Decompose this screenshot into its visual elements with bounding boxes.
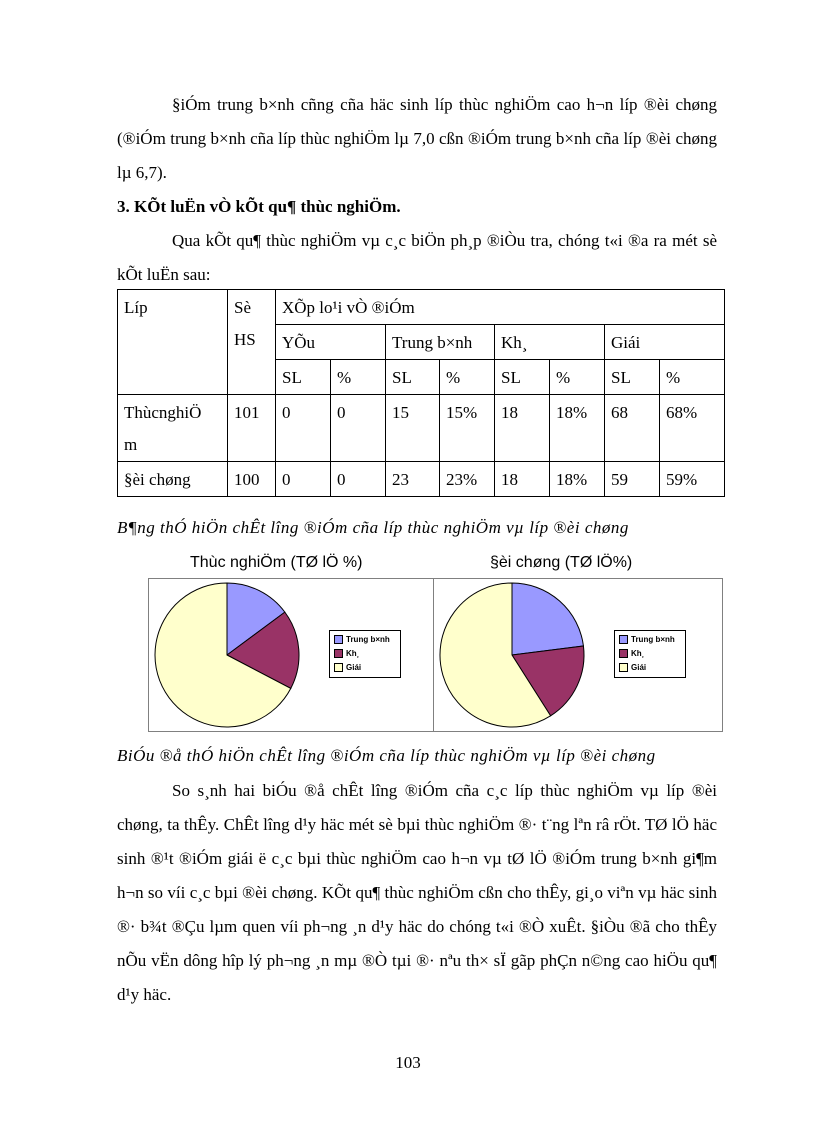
legend-item: Trung b×nh [334,635,390,645]
legend-swatch-icon [619,635,628,644]
paragraph-intro: Qua kÕt qu¶ thùc nghiÖm vµ c¸c biÖn ph¸p ®iÒu tra, chóng t«i ®a ra mét sè kÕt luËn sau: [117,231,717,284]
legend-swatch-icon [619,663,628,672]
table-row [118,395,725,462]
pie-chart-experimental [148,578,438,732]
header-grade: Trung b×nh [386,325,495,360]
chart-title-experimental: Thùc nghiÖm (TØ lÖ %) [190,554,363,571]
cell: 18% [550,395,605,462]
sub-header: % [440,360,495,395]
header-grade: Giái [605,325,725,360]
cell: 15 [386,395,440,462]
cell: 23% [440,462,495,497]
legend-swatch-icon [334,635,343,644]
chart-title-control: §èi chøng (TØ lÖ%) [490,554,633,571]
chart-legend [614,630,686,678]
legend-item: Giái [334,663,361,673]
chart-caption: BiÓu ®å thÓ hiÖn chÊt lîng ®iÓm cña líp thùc nghiÖm vµ líp ®èi chøng [117,746,656,765]
row-label: §èi chøng [118,462,228,497]
cell: 59 [605,462,660,497]
sub-header: SL [276,360,331,395]
sub-header: SL [605,360,660,395]
legend-swatch-icon [619,649,628,658]
cell: 68% [660,395,725,462]
table-row [118,462,725,497]
cell: 18 [495,395,550,462]
paragraph-conclusion: So s¸nh hai biÓu ®å chÊt lîng ®iÓm cña c¸c líp thùc nghiÖm vµ líp ®èi chøng, ta thÊy. ChÊt lîng d¹y häc mét sè bµi thùc nghiÖm ®· t¨ng lªn râ rÖt. TØ lÖ häc sinh ®¹t ®iÓm giái ë c¸c bµi thùc nghiÖm cao h¬n vµ tØ lÖ ®iÓm trung b×nh gi¶m h¬n so víi c¸c bµi ®èi chøng. KÕt qu¶ thùc nghiÖm cßn cho thÊy, gi¸o viªn vµ häc sinh ®· b¾t ®Çu lµm quen víi ph¬ng ¸n d¹y häc do chóng t«i ®Ò xuÊt. §iÒu ®ã cho thÊy nÕu vËn dông hîp lý ph¬ng ¸n mµ ®Ò tµi ®· nªu th× sÏ gãp phÇn n©ng cao hiÖu qu¶ d¹y häc. [117,781,717,1004]
cell: 18 [495,462,550,497]
header-grade: YÕu [276,325,386,360]
row-label: ThùcnghiÖ m [118,395,228,462]
chart-legend [329,630,401,678]
results-table [117,289,725,497]
legend-swatch-icon [334,663,343,672]
header-xep-loai: XÕp lo¹i vÒ ®iÓm [276,290,725,325]
page-number: 103 [395,1053,421,1072]
cell: 0 [276,395,331,462]
cell: 15% [440,395,495,462]
table-header-row [118,290,725,325]
section-heading: 3. KÕt luËn vÒ kÕt qu¶ thùc nghiÖm. [117,197,401,216]
legend-item: Kh¸ [334,649,359,659]
header-so-hs: Sè HS [228,290,276,395]
legend-swatch-icon [334,649,343,658]
cell: 101 [228,395,276,462]
cell: 0 [331,395,386,462]
sub-header: % [550,360,605,395]
table-caption: B¶ng thÓ hiÖn chÊt lîng ®iÓm cña líp thùc nghiÖm vµ líp ®èi chøng [117,518,629,537]
cell: 23 [386,462,440,497]
sub-header: % [660,360,725,395]
pie-chart-control [433,578,723,732]
sub-header: % [331,360,386,395]
header-lop: Líp [118,290,228,395]
cell: 0 [331,462,386,497]
paragraph-average-score: §iÓm trung b×nh cñng cña häc sinh líp thùc nghiÖm cao h¬n líp ®èi chøng (®iÓm trung b×nh cña líp thùc nghiÖm lµ 7,0 cßn ®iÓm trung b×nh cña líp ®èi chøng lµ 6,7). [117,95,717,182]
cell: 0 [276,462,331,497]
header-grade: Kh¸ [495,325,605,360]
legend-item: Trung b×nh [619,635,675,645]
pie-slice-1 [512,583,583,655]
sub-header: SL [495,360,550,395]
sub-header: SL [386,360,440,395]
cell: 18% [550,462,605,497]
legend-item: Giái [619,663,646,673]
cell: 68 [605,395,660,462]
cell: 100 [228,462,276,497]
cell: 59% [660,462,725,497]
legend-item: Kh¸ [619,649,644,659]
